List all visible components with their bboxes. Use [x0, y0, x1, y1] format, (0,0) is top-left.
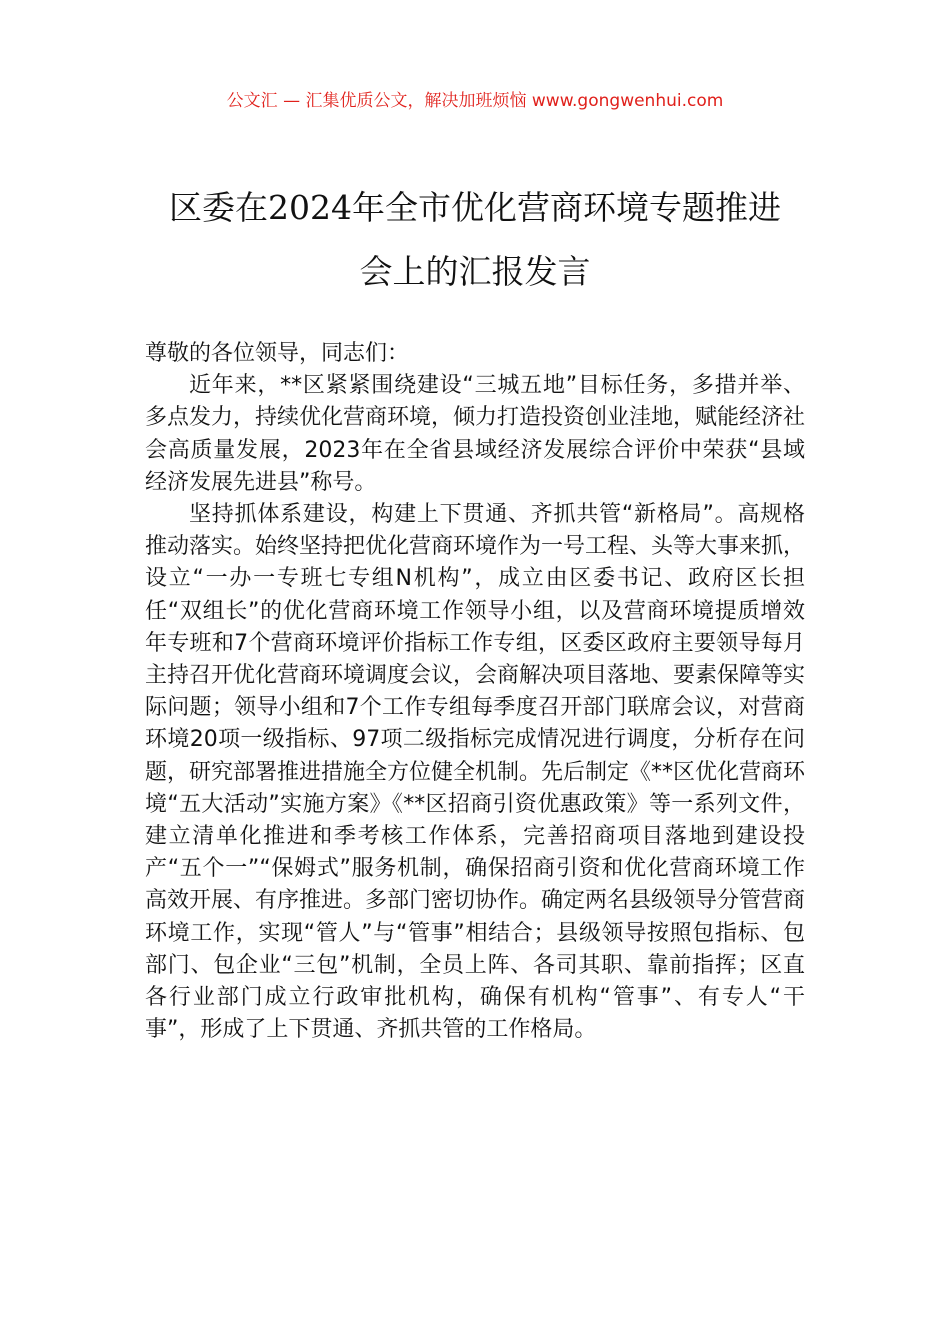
header-banner: 公文汇 — 汇集优质公文，解决加班烦恼 www.gongwenhui.com [226, 91, 724, 111]
paragraph-intro: 近年来，**区紧紧围绕建设“三城五地”目标任务，多措并举、多点发力，持续优化营商环境，倾力打造投资创业洼地，赋能经济社会高质量发展，2023年在全省县域经济发展综合评价中荣获“县域经济发展先进县”称号。 [145, 373, 806, 495]
document-body [145, 338, 805, 1046]
title-line-1: 区委在2024年全市优化营商环境专题推进 [169, 188, 781, 227]
paragraph-system-building: 坚持抓体系建设，构建上下贯通、齐抓共管“新格局”。高规格推动落实。始终坚持把优化营商环境作为一号工程、头等大事来抓，设立“一办一专班七专组N机构”，成立由区委书记、政府区长担任“双组长”的优化营商环境工作领导小组，以及营商环境提质增效年专班和7个营商环境评价指标工作专组，区委区政府主要领导每月主持召开优化营商环境调度会议，会商解决项目落地、要素保障等实际问题；领导小组和7个工作专组每季度召开部门联席会议，对营商环境20项一级指标、97项二级指标完成情况进行调度，分析存在问题，研究部署推进措施全方位健全机制。先后制定《**区优化营商环境“五大活动”实施方案》《**区招商引资优惠政策》等一系列文件，建立清单化推进和季考核工作体系，完善招商项目落地到建设投产“五个一”“保姆式”服务机制，确保招商引资和优化营商环境工作高效开展、有序推进。多部门密切协作。确定两名县级领导分管营商环境工作，实现“管人”与“管事”相结合；县级领导按照包指标、包部门、包企业“三包”机制，全员上阵、各司其职、靠前指挥；区直各行业部门成立行政审批机构，确保有机构“管事”、有专人“干事”，形成了上下贯通、齐抓共管的工作格局。 [145, 502, 806, 1043]
salutation: 尊敬的各位领导，同志们： [145, 341, 410, 366]
document-title [60, 176, 890, 304]
title-line-2: 会上的汇报发言 [359, 252, 591, 291]
